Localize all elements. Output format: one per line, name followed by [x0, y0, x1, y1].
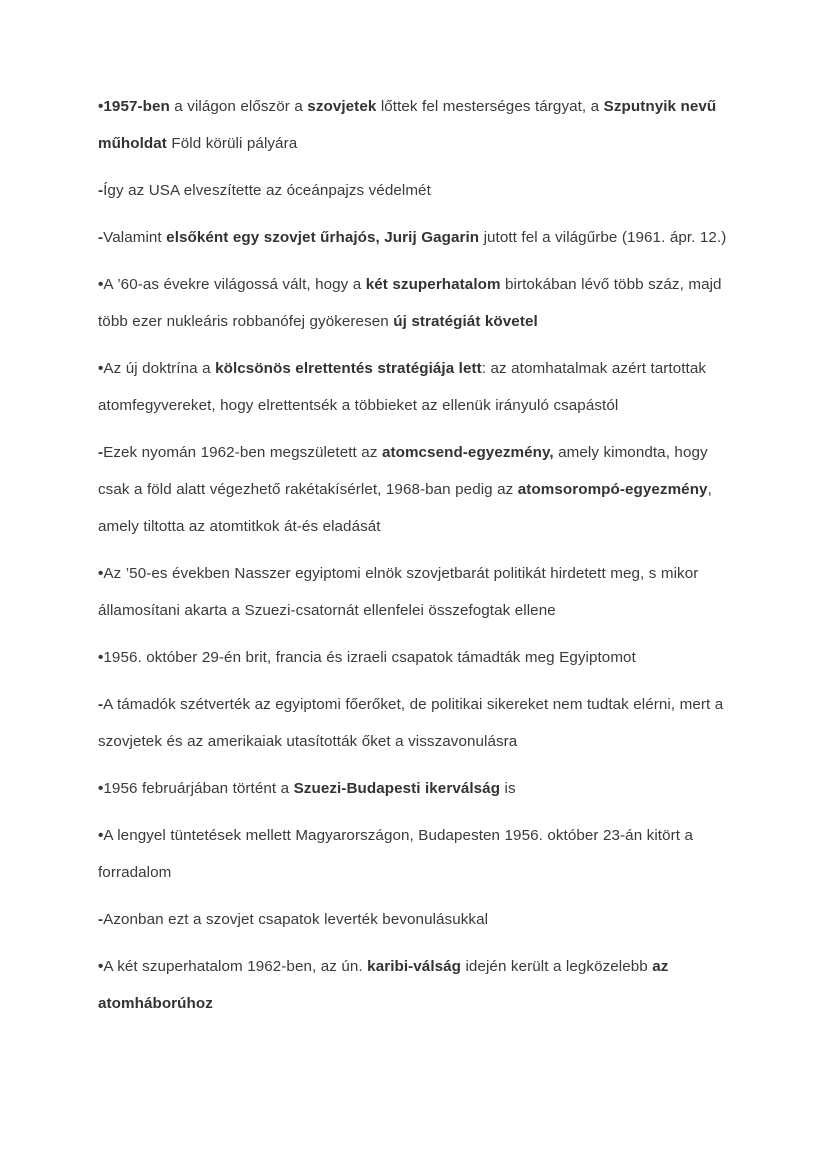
text-run: Valamint — [103, 229, 167, 246]
text-run: A lengyel tüntetések mellett Magyarországon, Budapesten 1956. október 23-án kitört a forradalom — [98, 827, 694, 881]
text-run-bold: Szuezi-Budapesti ikerválság — [293, 780, 501, 797]
text-run-bold: kölcsönös elrettentés stratégiája lett — [215, 360, 482, 377]
text-run-bold: atomsorompó-egyezmény — [517, 481, 708, 498]
text-run: lőttek fel mesterséges tárgyat, a — [376, 98, 604, 115]
text-run-bold: két szuperhatalom — [365, 276, 501, 293]
text-run: : az atomhatalmak azért tartottak atomfegyvereket, hogy elrettentsék a többieket az ellenük irányuló csapástól — [98, 360, 707, 414]
text-run-bold: új stratégiát követel — [393, 313, 538, 330]
bullet-icon: • — [98, 827, 104, 844]
dash-icon: - — [98, 911, 104, 928]
text-run: , amely tiltotta az atomtitkok át-és eladását — [98, 481, 712, 535]
text-run: Azonban ezt a szovjet csapatok leverték bevonulásukkal — [103, 911, 489, 928]
paragraph — [98, 686, 730, 760]
text-run: is — [500, 780, 516, 797]
text-run-bold: atomcsend-egyezmény, — [381, 444, 554, 461]
bullet-icon: • — [98, 360, 104, 377]
paragraph — [98, 219, 730, 256]
bullet-icon: • — [98, 276, 104, 293]
text-run: Az ’50-es években Nasszer egyiptomi elnök szovjetbarát politikát hirdetett meg, s mikor államosítani akarta a Szuezi-csatornát ellenfelei összefogtak ellene — [98, 565, 699, 619]
text-run-bold: 1957-ben — [103, 98, 170, 115]
paragraph — [98, 639, 730, 676]
dash-icon: - — [98, 229, 104, 246]
paragraph — [98, 901, 730, 938]
text-run-bold: karibi-válság — [367, 958, 462, 975]
text-run: 1956 februárjában történt a — [103, 780, 294, 797]
bullet-icon: • — [98, 780, 104, 797]
text-run: a világon először a — [169, 98, 308, 115]
text-run-bold: elsőként egy szovjet űrhajós, Jurij Gagarin — [166, 229, 480, 246]
text-run: A ’60-as évekre világossá vált, hogy a — [103, 276, 366, 293]
text-run: A két szuperhatalom 1962-ben, az ún. — [103, 958, 368, 975]
paragraph — [98, 555, 730, 629]
bullet-icon: • — [98, 565, 104, 582]
paragraph — [98, 172, 730, 209]
text-run-bold: az atomháborúhoz — [98, 958, 669, 1012]
paragraph — [98, 817, 730, 891]
text-run-bold: Szputnyik nevű műholdat — [98, 98, 717, 152]
dash-icon: - — [98, 696, 104, 713]
paragraph — [98, 266, 730, 340]
paragraph — [98, 948, 730, 1022]
text-run: idején került a legközelebb — [461, 958, 653, 975]
paragraph — [98, 88, 730, 162]
text-run: Ezek nyomán 1962-ben megszületett az — [103, 444, 382, 461]
bullet-icon: • — [98, 98, 104, 115]
text-run: Az új doktrína a — [103, 360, 216, 377]
dash-icon: - — [98, 182, 104, 199]
bullet-icon: • — [98, 649, 104, 666]
paragraph — [98, 770, 730, 807]
text-run: amely kimondta, hogy csak a föld alatt végezhető rakétakísérlet, 1968-ban pedig az — [98, 444, 708, 498]
text-run: A támadók szétverték az egyiptomi főerőket, de politikai sikereket nem tudtak elérni, mert a szovjetek és az amerikaiak utasították őket a visszavonulásra — [98, 696, 724, 750]
dash-icon: - — [98, 444, 104, 461]
text-run: jutott fel a világűrbe (1961. ápr. 12.) — [479, 229, 727, 246]
paragraph — [98, 434, 730, 545]
bullet-icon: • — [98, 958, 104, 975]
text-run: 1956. október 29-én brit, francia és izraeli csapatok támadták meg Egyiptomot — [103, 649, 636, 666]
paragraph — [98, 350, 730, 424]
text-run: Így az USA elveszítette az óceánpajzs védelmét — [103, 182, 431, 199]
document-body — [98, 88, 730, 1022]
text-run: Föld körüli pályára — [166, 135, 298, 152]
text-run-bold: szovjetek — [307, 98, 377, 115]
text-run: birtokában lévő több száz, majd több ezer nukleáris robbanófej gyökeresen — [98, 276, 722, 330]
